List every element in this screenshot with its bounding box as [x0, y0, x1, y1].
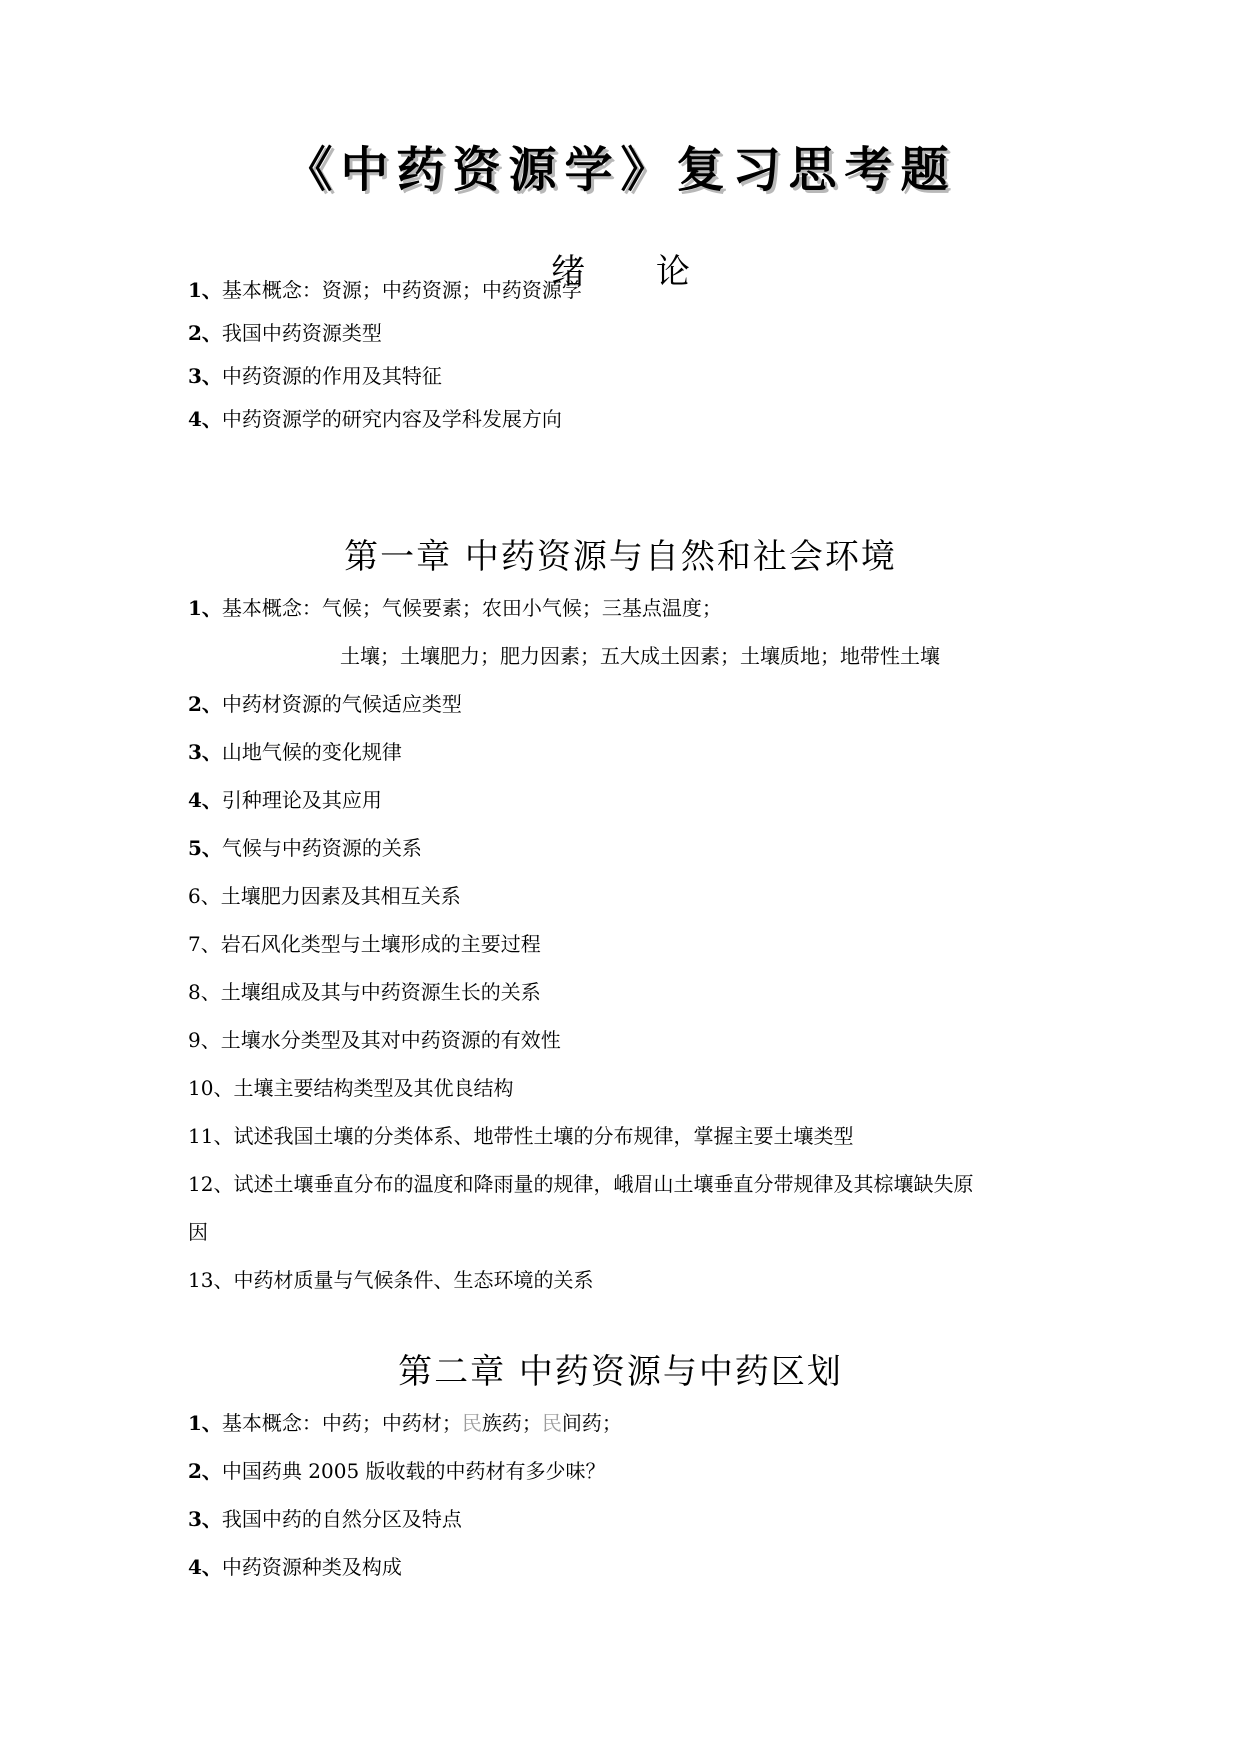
list-item: 3、中药资源的作用及其特征 — [188, 364, 442, 388]
list-item: 1、基本概念：气候；气候要素；农田小气候；三基点温度； — [188, 596, 722, 620]
list-item: 8、土壤组成及其与中药资源生长的关系 — [188, 980, 541, 1004]
section-heading-chapter2: 第二章 中药资源与中药区划 — [398, 1352, 843, 1392]
list-item: 2、中国药典 2005 版收载的中药材有多少味？ — [188, 1459, 606, 1483]
list-item: 6、土壤肥力因素及其相互关系 — [188, 884, 461, 908]
section-heading-intro: 绪 论 — [551, 252, 720, 292]
section-heading-chapter1: 第一章 中药资源与自然和社会环境 — [344, 537, 897, 577]
list-item: 11、试述我国土壤的分类体系、地带性土壤的分布规律，掌握主要土壤类型 — [188, 1124, 854, 1148]
list-item-continuation: 因 — [188, 1220, 208, 1244]
list-item: 9、土壤水分类型及其对中药资源的有效性 — [188, 1028, 561, 1052]
list-item: 3、我国中药的自然分区及特点 — [188, 1507, 462, 1531]
list-item: 4、引种理论及其应用 — [188, 788, 382, 812]
list-item: 4、中药资源种类及构成 — [188, 1555, 402, 1579]
list-item: 3、山地气候的变化规律 — [188, 740, 402, 764]
list-item: 10、土壤主要结构类型及其优良结构 — [188, 1076, 514, 1100]
list-item: 7、岩石风化类型与土壤形成的主要过程 — [188, 932, 541, 956]
list-item: 13、中药材质量与气候条件、生态环境的关系 — [188, 1268, 594, 1292]
list-item: 5、气候与中药资源的关系 — [188, 836, 422, 860]
list-item: 12、试述土壤垂直分布的温度和降雨量的规律，峨眉山土壤垂直分带规律及其棕壤缺失原 — [188, 1172, 974, 1196]
list-item: 2、我国中药资源类型 — [188, 321, 382, 345]
list-item: 1、基本概念：资源；中药资源；中药资源学 — [188, 278, 582, 302]
page-title: 《中药资源学》复习思考题 — [284, 142, 957, 198]
list-item: 1、基本概念：中药；中药材；民族药；民间药； — [188, 1411, 622, 1435]
list-item: 2、中药材资源的气候适应类型 — [188, 692, 462, 716]
list-item-continuation: 土壤；土壤肥力；肥力因素；五大成土因素；土壤质地；地带性土壤 — [340, 644, 940, 668]
list-item: 4、中药资源学的研究内容及学科发展方向 — [188, 407, 562, 431]
